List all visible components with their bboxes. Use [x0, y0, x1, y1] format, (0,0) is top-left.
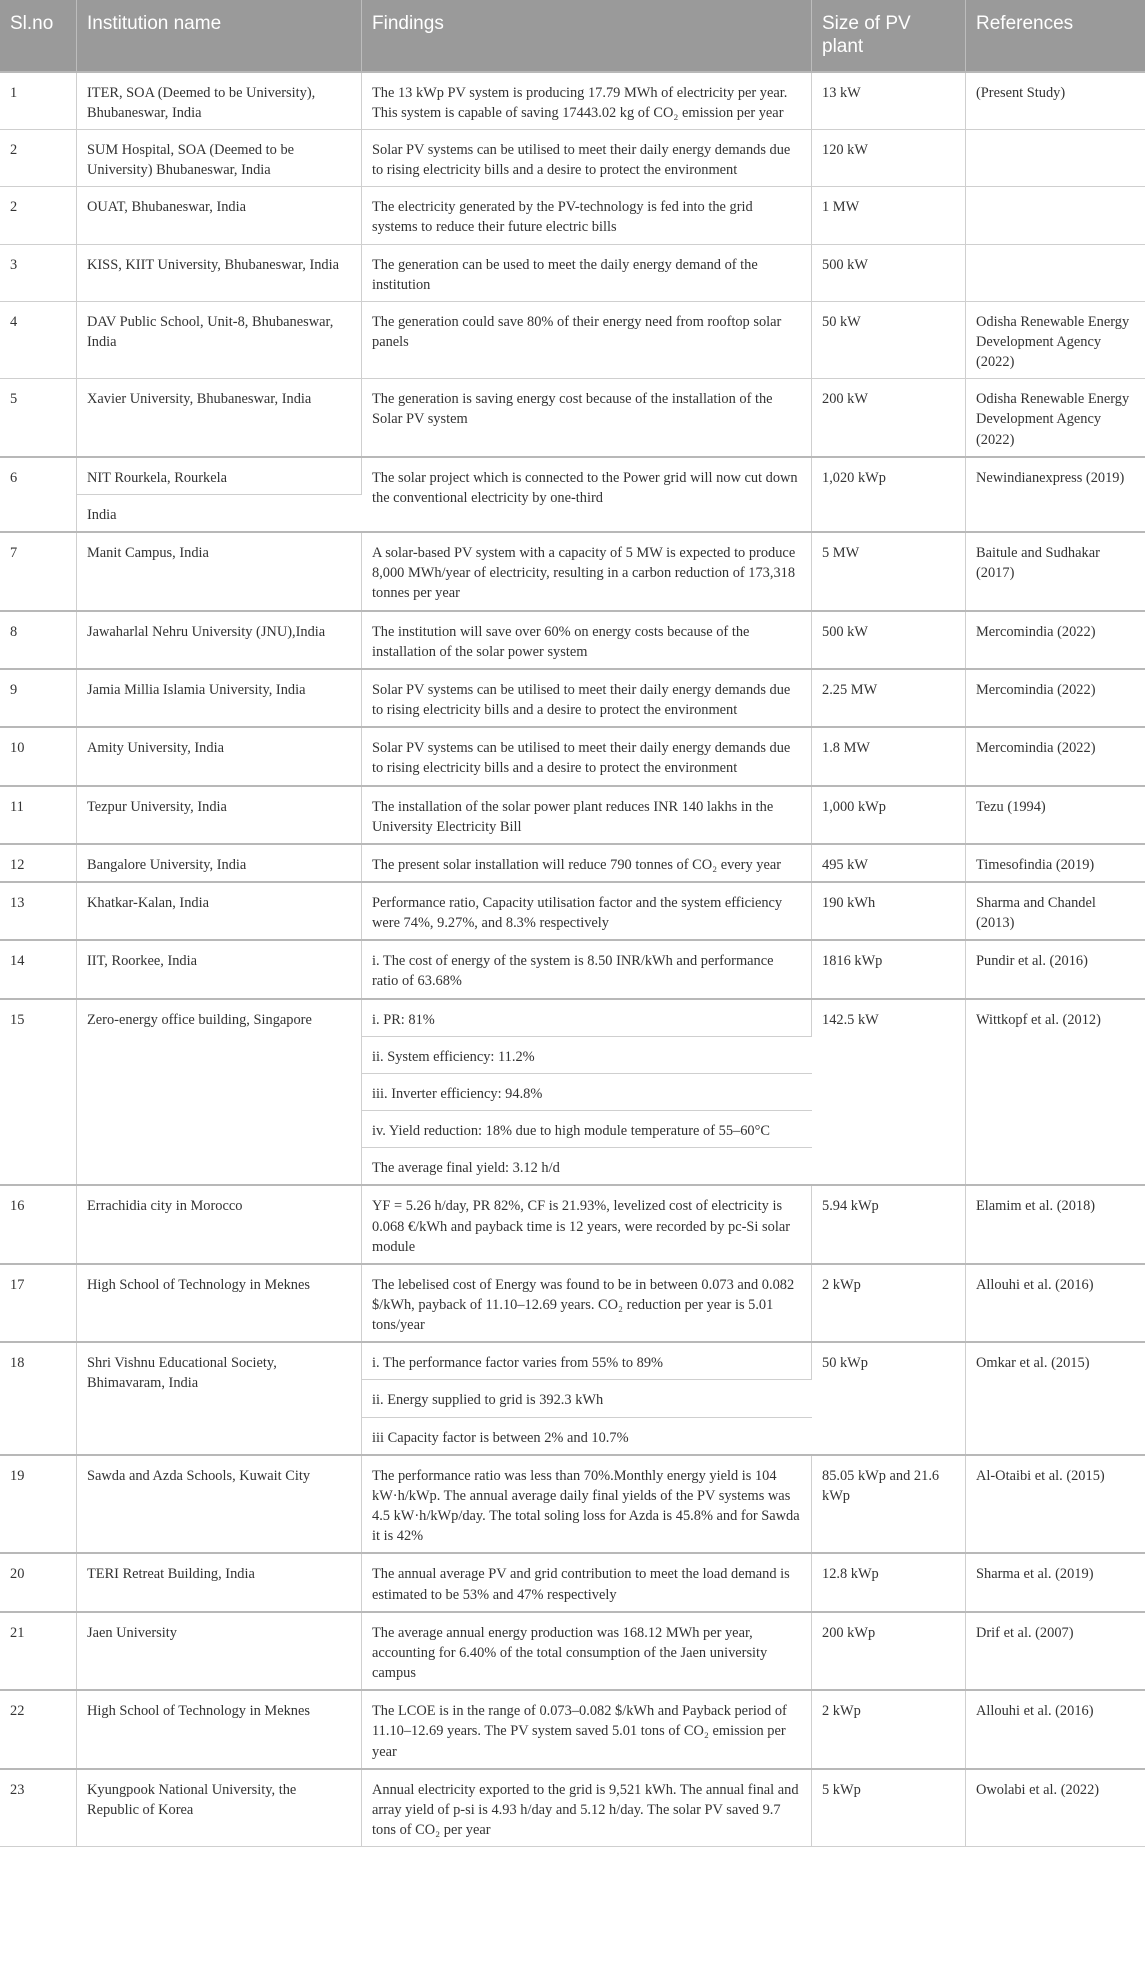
- header-size: Size of PV plant: [812, 0, 966, 72]
- row-number: 17: [0, 1264, 77, 1342]
- plant-size: 1.8 MW: [812, 727, 966, 785]
- institution-name: Manit Campus, India: [77, 532, 362, 610]
- reference: Timesofindia (2019): [966, 844, 1145, 882]
- institution-name: Bangalore University, India: [77, 844, 362, 882]
- plant-size: 1816 kWp: [812, 940, 966, 998]
- findings-item: iii. Inverter efficiency: 94.8%: [362, 1073, 812, 1110]
- findings-text: YF = 5.26 h/day, PR 82%, CF is 21.93%, levelized cost of electricity is 0.068 €/kWh and payback time is 12 years, were recorded by pc-Si solar module: [362, 1185, 812, 1263]
- reference: Baitule and Sudhakar (2017): [966, 532, 1145, 610]
- institution-name: Kyungpook National University, the Republic of Korea: [77, 1769, 362, 1847]
- table-row: [0, 187, 1145, 244]
- findings-text: The generation could save 80% of their energy need from rooftop solar panels: [362, 301, 812, 378]
- table-row: [0, 844, 1145, 882]
- table-row: [0, 882, 1145, 940]
- reference: Pundir et al. (2016): [966, 940, 1145, 998]
- table-row: [0, 669, 1145, 727]
- table-row: [0, 1342, 1145, 1380]
- institution-name: Jaen University: [77, 1612, 362, 1690]
- header-sl-no: Sl.no: [0, 0, 77, 72]
- findings-item: ii. Energy supplied to grid is 392.3 kWh: [362, 1380, 812, 1417]
- reference: Elamim et al. (2018): [966, 1185, 1145, 1263]
- institution-name: IIT, Roorkee, India: [77, 940, 362, 998]
- reference: Drif et al. (2007): [966, 1612, 1145, 1690]
- table-row: [0, 244, 1145, 301]
- findings-item: i. PR: 81%: [362, 999, 812, 1037]
- row-number: 2: [0, 187, 77, 244]
- table-row: [0, 301, 1145, 378]
- findings-text: The electricity generated by the PV-technology is fed into the grid systems to reduce their future electric bills: [362, 187, 812, 244]
- row-number: 12: [0, 844, 77, 882]
- table-row: [0, 1455, 1145, 1554]
- plant-size: 120 kW: [812, 129, 966, 186]
- table-row: [0, 532, 1145, 610]
- institution-name: KISS, KIIT University, Bhubaneswar, India: [77, 244, 362, 301]
- row-number: 8: [0, 611, 77, 669]
- findings-text: Solar PV systems can be utilised to meet their daily energy demands due to rising electricity bills and a desire to protect the environment: [362, 669, 812, 727]
- row-number: 9: [0, 669, 77, 727]
- reference: Mercomindia (2022): [966, 611, 1145, 669]
- table-row: [0, 611, 1145, 669]
- institution-name: High School of Technology in Meknes: [77, 1264, 362, 1342]
- plant-size: 1,020 kWp: [812, 457, 966, 532]
- table-row: [0, 999, 1145, 1037]
- reference: Al-Otaibi et al. (2015): [966, 1455, 1145, 1554]
- plant-size: 500 kW: [812, 611, 966, 669]
- table-row: [0, 72, 1145, 130]
- row-number: 18: [0, 1342, 77, 1454]
- header-institution: Institution name: [77, 0, 362, 72]
- findings-text: Annual electricity exported to the grid is 9,521 kWh. The annual final and array yield of p-si is 4.93 h/day and 5.12 h/day. The solar PV saved 9.7 tons of CO₂ per year: [362, 1769, 812, 1847]
- row-number: 23: [0, 1769, 77, 1847]
- findings-text: The generation can be used to meet the daily energy demand of the institution: [362, 244, 812, 301]
- row-number: 11: [0, 786, 77, 844]
- institution-name-continued: India: [77, 494, 362, 532]
- reference: Tezu (1994): [966, 786, 1145, 844]
- institution-name: Xavier University, Bhubaneswar, India: [77, 379, 362, 457]
- plant-size: 190 kWh: [812, 882, 966, 940]
- plant-size: 1 MW: [812, 187, 966, 244]
- plant-size: 2 kWp: [812, 1264, 966, 1342]
- findings-item: iii Capacity factor is between 2% and 10.7%: [362, 1417, 812, 1455]
- institution-name: SUM Hospital, SOA (Deemed to be University) Bhubaneswar, India: [77, 129, 362, 186]
- plant-size: 2 kWp: [812, 1690, 966, 1768]
- reference: Allouhi et al. (2016): [966, 1264, 1145, 1342]
- row-number: 1: [0, 72, 77, 130]
- plant-size: 5 MW: [812, 532, 966, 610]
- row-number: 4: [0, 301, 77, 378]
- table-row: [0, 1690, 1145, 1768]
- findings-text: The LCOE is in the range of 0.073–0.082 $/kWh and Payback period of 11.10–12.69 years. The PV system saved 5.01 tons of CO₂ emission per year: [362, 1690, 812, 1768]
- row-number: 10: [0, 727, 77, 785]
- institution-name: Jawaharlal Nehru University (JNU),India: [77, 611, 362, 669]
- plant-size: 1,000 kWp: [812, 786, 966, 844]
- institution-name: Zero-energy office building, Singapore: [77, 999, 362, 1186]
- table-row: [0, 1264, 1145, 1342]
- reference: Mercomindia (2022): [966, 669, 1145, 727]
- plant-size: 200 kW: [812, 379, 966, 457]
- table-row: [0, 1185, 1145, 1263]
- institution-name: Jamia Millia Islamia University, India: [77, 669, 362, 727]
- plant-size: 12.8 kWp: [812, 1553, 966, 1611]
- institution-name: DAV Public School, Unit-8, Bhubaneswar, India: [77, 301, 362, 378]
- header-row: [0, 0, 1145, 72]
- table-row: [0, 1769, 1145, 1847]
- header-findings: Findings: [362, 0, 812, 72]
- reference: Odisha Renewable Energy Development Agency (2022): [966, 379, 1145, 457]
- plant-size: 50 kWp: [812, 1342, 966, 1454]
- table-row: [0, 379, 1145, 457]
- findings-text: The solar project which is connected to the Power grid will now cut down the conventional electricity by one-third: [362, 457, 812, 532]
- reference: Newindianexpress (2019): [966, 457, 1145, 532]
- findings-text: Performance ratio, Capacity utilisation factor and the system efficiency were 74%, 9.27%, and 8.3% respectively: [362, 882, 812, 940]
- header-references: References: [966, 0, 1145, 72]
- plant-size: 2.25 MW: [812, 669, 966, 727]
- reference: Sharma et al. (2019): [966, 1553, 1145, 1611]
- findings-item: ii. System efficiency: 11.2%: [362, 1036, 812, 1073]
- table-row: [0, 1553, 1145, 1611]
- reference: [966, 244, 1145, 301]
- institution-name: Sawda and Azda Schools, Kuwait City: [77, 1455, 362, 1554]
- table-row: [0, 129, 1145, 186]
- row-number: 3: [0, 244, 77, 301]
- institution-name: TERI Retreat Building, India: [77, 1553, 362, 1611]
- plant-size: 5 kWp: [812, 1769, 966, 1847]
- institution-name: NIT Rourkela, Rourkela: [77, 457, 362, 495]
- row-number: 13: [0, 882, 77, 940]
- reference: [966, 129, 1145, 186]
- plant-size: 50 kW: [812, 301, 966, 378]
- plant-size: 85.05 kWp and 21.6 kWp: [812, 1455, 966, 1554]
- findings-text: The performance ratio was less than 70%.Monthly energy yield is 104 kW·h/kWp. The annual average daily final yields of the PV systems was 4.5 kW·h/kWp/day. The total soling loss for Azda is 45.8% and for Sawda it is 42%: [362, 1455, 812, 1554]
- row-number: 16: [0, 1185, 77, 1263]
- row-number: 6: [0, 457, 77, 532]
- findings-text: The generation is saving energy cost because of the installation of the Solar PV system: [362, 379, 812, 457]
- table-row: [0, 940, 1145, 998]
- institution-name: High School of Technology in Meknes: [77, 1690, 362, 1768]
- row-number: 22: [0, 1690, 77, 1768]
- reference: Owolabi et al. (2022): [966, 1769, 1145, 1847]
- findings-text: i. The cost of energy of the system is 8.50 INR/kWh and performance ratio of 63.68%: [362, 940, 812, 998]
- table-row: [0, 457, 1145, 495]
- institution-name: Tezpur University, India: [77, 786, 362, 844]
- row-number: 20: [0, 1553, 77, 1611]
- findings-text: Solar PV systems can be utilised to meet their daily energy demands due to rising electricity bills and a desire to protect the environment: [362, 129, 812, 186]
- reference: Odisha Renewable Energy Development Agency (2022): [966, 301, 1145, 378]
- reference: (Present Study): [966, 72, 1145, 130]
- row-number: 7: [0, 532, 77, 610]
- plant-size: 5.94 kWp: [812, 1185, 966, 1263]
- table-row: [0, 786, 1145, 844]
- institution-name: ITER, SOA (Deemed to be University), Bhubaneswar, India: [77, 72, 362, 130]
- findings-text: The annual average PV and grid contribution to meet the load demand is estimated to be 53% and 47% respectively: [362, 1553, 812, 1611]
- table-row: [0, 727, 1145, 785]
- institution-name: Khatkar-Kalan, India: [77, 882, 362, 940]
- reference: Sharma and Chandel (2013): [966, 882, 1145, 940]
- institution-name: OUAT, Bhubaneswar, India: [77, 187, 362, 244]
- table-body: [0, 72, 1145, 1847]
- findings-item: i. The performance factor varies from 55% to 89%: [362, 1342, 812, 1380]
- institution-name: Amity University, India: [77, 727, 362, 785]
- row-number: 21: [0, 1612, 77, 1690]
- findings-text: The average annual energy production was 168.12 MWh per year, accounting for 6.40% of the total consumption of the Jaen university campus: [362, 1612, 812, 1690]
- institution-name: Errachidia city in Morocco: [77, 1185, 362, 1263]
- findings-item: The average final yield: 3.12 h/d: [362, 1148, 812, 1186]
- plant-size: 200 kWp: [812, 1612, 966, 1690]
- table-row: [0, 1612, 1145, 1690]
- reference: Allouhi et al. (2016): [966, 1690, 1145, 1768]
- findings-text: A solar-based PV system with a capacity of 5 MW is expected to produce 8,000 MWh/year of electricity, resulting in a carbon reduction of 173,318 tonnes per year: [362, 532, 812, 610]
- row-number: 19: [0, 1455, 77, 1554]
- institution-name: Shri Vishnu Educational Society, Bhimavaram, India: [77, 1342, 362, 1454]
- row-number: 2: [0, 129, 77, 186]
- plant-size: 142.5 kW: [812, 999, 966, 1186]
- plant-size: 495 kW: [812, 844, 966, 882]
- plant-size: 13 kW: [812, 72, 966, 130]
- row-number: 15: [0, 999, 77, 1186]
- findings-text: The institution will save over 60% on energy costs because of the installation of the solar power system: [362, 611, 812, 669]
- findings-text: The installation of the solar power plant reduces INR 140 lakhs in the University Electricity Bill: [362, 786, 812, 844]
- findings-item: iv. Yield reduction: 18% due to high module temperature of 55–60°C: [362, 1111, 812, 1148]
- findings-text: Solar PV systems can be utilised to meet their daily energy demands due to rising electricity bills and a desire to protect the environment: [362, 727, 812, 785]
- row-number: 14: [0, 940, 77, 998]
- findings-text: The lebelised cost of Energy was found to be in between 0.073 and 0.082 $/kWh, payback of 11.10–12.69 years. CO₂ reduction per year is 5.01 tons/year: [362, 1264, 812, 1342]
- findings-text: The 13 kWp PV system is producing 17.79 MWh of electricity per year. This system is capable of saving 17443.02 kg of CO₂ emission per year: [362, 72, 812, 130]
- reference: [966, 187, 1145, 244]
- reference: Omkar et al. (2015): [966, 1342, 1145, 1454]
- reference: Mercomindia (2022): [966, 727, 1145, 785]
- findings-text: The present solar installation will reduce 790 tonnes of CO₂ every year: [362, 844, 812, 882]
- plant-size: 500 kW: [812, 244, 966, 301]
- row-number: 5: [0, 379, 77, 457]
- reference: Wittkopf et al. (2012): [966, 999, 1145, 1186]
